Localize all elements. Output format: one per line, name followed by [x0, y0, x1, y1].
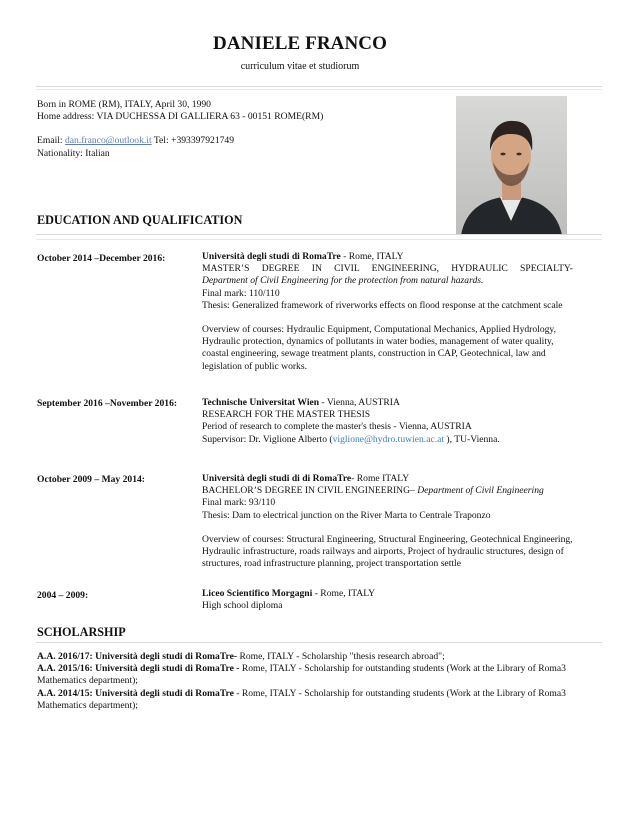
email-link[interactable]: dan.franco@outlook.it: [64, 135, 152, 147]
institution-location: - Rome, ITALY: [340, 251, 404, 262]
personal-info: [37, 99, 437, 160]
scholarship-divider: [36, 642, 602, 643]
education-entry-4: [202, 588, 573, 612]
education-date-3: October 2009 – May 2014:: [37, 474, 145, 485]
thesis-title: Thesis: Dam to electrical junction on the River Marta to Centrale Traponzo: [202, 509, 491, 521]
institution-location: - Rome, ITALY: [312, 588, 376, 599]
research-description: Period of research to complete the master's thesis - Vienna, AUSTRIA: [202, 421, 472, 433]
diploma-title: High school diploma: [202, 600, 283, 612]
education-title: EDUCATION AND QUALIFICATION: [37, 213, 243, 227]
scholarship-list: [37, 651, 577, 712]
scholarship-year: A.A. 2015/16: Università degli studi di RomaTre -: [37, 663, 240, 675]
education-divider: [36, 234, 602, 235]
scholarship-year: A.A. 2016/17: Università degli studi di RomaTre-: [37, 651, 238, 662]
scholarship-item: [37, 651, 577, 663]
institution-location: - Vienna, AUSTRIA: [319, 397, 400, 408]
header-divider: [36, 86, 602, 87]
supervisor-affiliation: ), TU-Vienna.: [444, 433, 500, 445]
degree-name: BACHELOR’S DEGREE IN CIVIL ENGINEERING–: [202, 485, 418, 497]
education-entry-2: [202, 397, 573, 446]
institution-location: - Rome ITALY: [351, 473, 410, 484]
education-entry-1: [202, 251, 573, 373]
final-mark: Final mark: 110/110: [202, 287, 280, 299]
supervisor-email-link[interactable]: viglione@hydro.tuwien.ac.at: [332, 433, 445, 445]
scholarship-text: Rome, ITALY - Scholarship "thesis research abroad";: [237, 651, 445, 662]
institution-name: Università degli studi di RomaTre: [202, 251, 341, 262]
institution-name: Liceo Scientifico Morgagni: [202, 588, 313, 599]
department-name: Department of Civil Engineering for the protection from natural hazards.: [202, 275, 484, 287]
institution-name: Technische Universitat Wien: [202, 397, 320, 408]
scholarship-item: [37, 688, 577, 712]
home-address: Home address: VIA DUCHESSA DI GALLIERA 63 - 00151 ROME(RM): [37, 111, 324, 123]
cv-subtitle: curriculum vitae et studiorum: [240, 61, 360, 72]
institution-name: Università degli studi di di RomaTre: [202, 473, 352, 484]
education-date-1: October 2014 –December 2016:: [37, 253, 166, 264]
supervisor-name: Supervisor: Dr. Viglione Alberto (: [202, 433, 333, 445]
scholarship-text: - Rome, ITALY - Scholarship for outstanding students (Work at the Library of Roma3 Mathematics department);: [37, 687, 566, 711]
scholarship-title: SCHOLARSHIP: [37, 625, 126, 639]
education-entry-3: [202, 473, 573, 570]
course-overview: Overview of courses: Structural Engineering, Structural Engineering, Geotechnical Engineering, Hydraulic infrastructure, roads railways and airports, Project of hydraulic structures, design of structures, road infrastructure planning, project transportation settle: [202, 533, 573, 570]
nationality: Nationality: Italian: [37, 147, 110, 159]
degree-title: MASTER’S DEGREE IN CIVIL ENGINEERING, HYDRAULIC SPECIALTY-: [202, 263, 573, 275]
cv-name: DANIELE FRANCO: [213, 33, 387, 54]
supervisor-line: [202, 434, 573, 446]
scholarship-year: A.A. 2014/15: Università degli studi di RomaTre: [37, 687, 234, 699]
education-divider-2: [36, 239, 602, 240]
education-date-2: September 2016 –November 2016:: [37, 398, 178, 409]
course-overview: Overview of courses: Hydraulic Equipment, Computational Mechanics, Applied Hydrology, Hydraulic protection, dynamics of pollutants in water bodies, management of water quality, coastal engineering, sewage treatment plants, construction in CAP, Geotechnical, law and legislation of public works.: [202, 324, 557, 372]
thesis-title: Thesis: Generalized framework of riverworks effects on flood response at the catchment scale: [202, 299, 563, 311]
contact-line: [37, 135, 437, 147]
research-title: RESEARCH FOR THE MASTER THESIS: [202, 409, 371, 421]
department-name: Department of Civil Engineering: [417, 485, 544, 497]
scholarship-item: [37, 663, 577, 687]
scholarship-text: Rome, ITALY - Scholarship for outstanding students (Work at the Library of Roma3 Mathematics department);: [37, 663, 566, 687]
birth-info: Born in ROME (RM), ITALY, April 30, 1990: [37, 99, 211, 110]
telephone: Tel: +393397921749: [151, 135, 235, 147]
final-mark: Final mark: 93/110: [202, 497, 276, 509]
education-date-4: 2004 – 2009:: [37, 590, 89, 601]
degree-title: [202, 485, 573, 497]
header-divider-2: [36, 89, 602, 90]
email-label: Email:: [37, 135, 65, 147]
profile-photo: [456, 96, 567, 235]
